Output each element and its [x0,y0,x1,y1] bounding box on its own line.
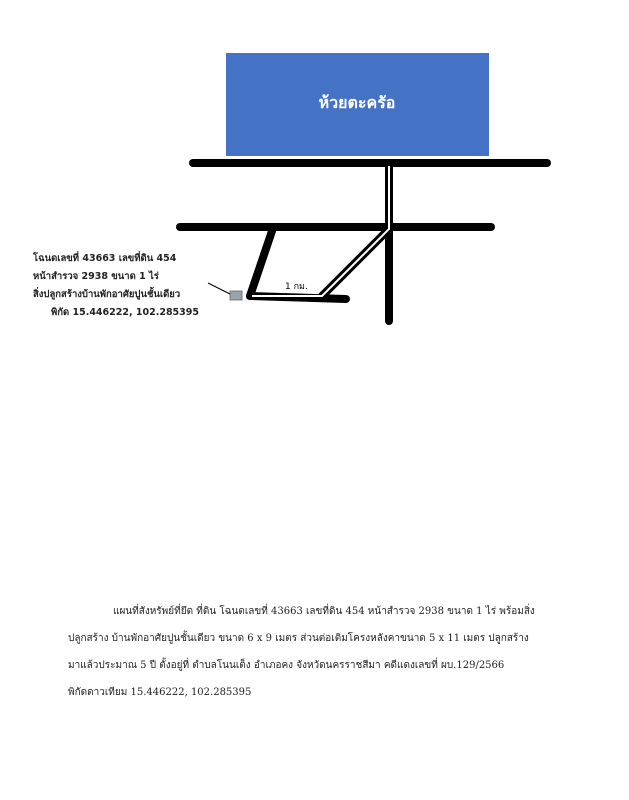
plot-building-line: สิ่งปลูกสร้างบ้านพักอาศัยปูนชั้นเดียว [33,289,181,300]
plot-info-label [33,250,233,322]
plot-survey-line: หน้าสำรวจ 2938 ขนาด 1 ไร่ [33,271,159,282]
road-left-diagonal [250,231,272,296]
plot-deed-line: โฉนดเลขที่ 43663 เลขที่ดิน 454 [33,253,177,264]
reservoir-label: ห้วยตะครัอ [318,93,396,112]
description-line-2: ปลูกสร้าง บ้านพักอาศัยปูนชั้นเดียว ขนาด 6 x 9 เมตร ส่วนต่อเติมโครงหลังคาขนาด 5 x 11 เมตร ปลูกสร้าง [68,633,529,644]
description-line-4: พิกัดดาวเทียม 15.446222, 102.285395 [68,687,252,698]
distance-label: 1 กม. [285,282,308,292]
description-paragraph [68,598,568,706]
description-line-3: มาแล้วประมาณ 5 ปี ตั้งอยู่ที่ ตำบลโนนเต็ง อำเภอคง จังหวัดนครราชสีมา คดีแดงเลขที่ ผบ.129/2566 [68,660,505,671]
plot-coordinates-line: พิกัด 15.446222, 102.285395 [51,307,199,318]
description-line-1: แผนที่สังหรัพย์ที่ยึด ที่ดิน โฉนดเลขที่ 43663 เลขที่ดิน 454 หน้าสำรวจ 2938 ขนาด 1 ไร่ พร้อมสิ่ง [113,606,535,617]
